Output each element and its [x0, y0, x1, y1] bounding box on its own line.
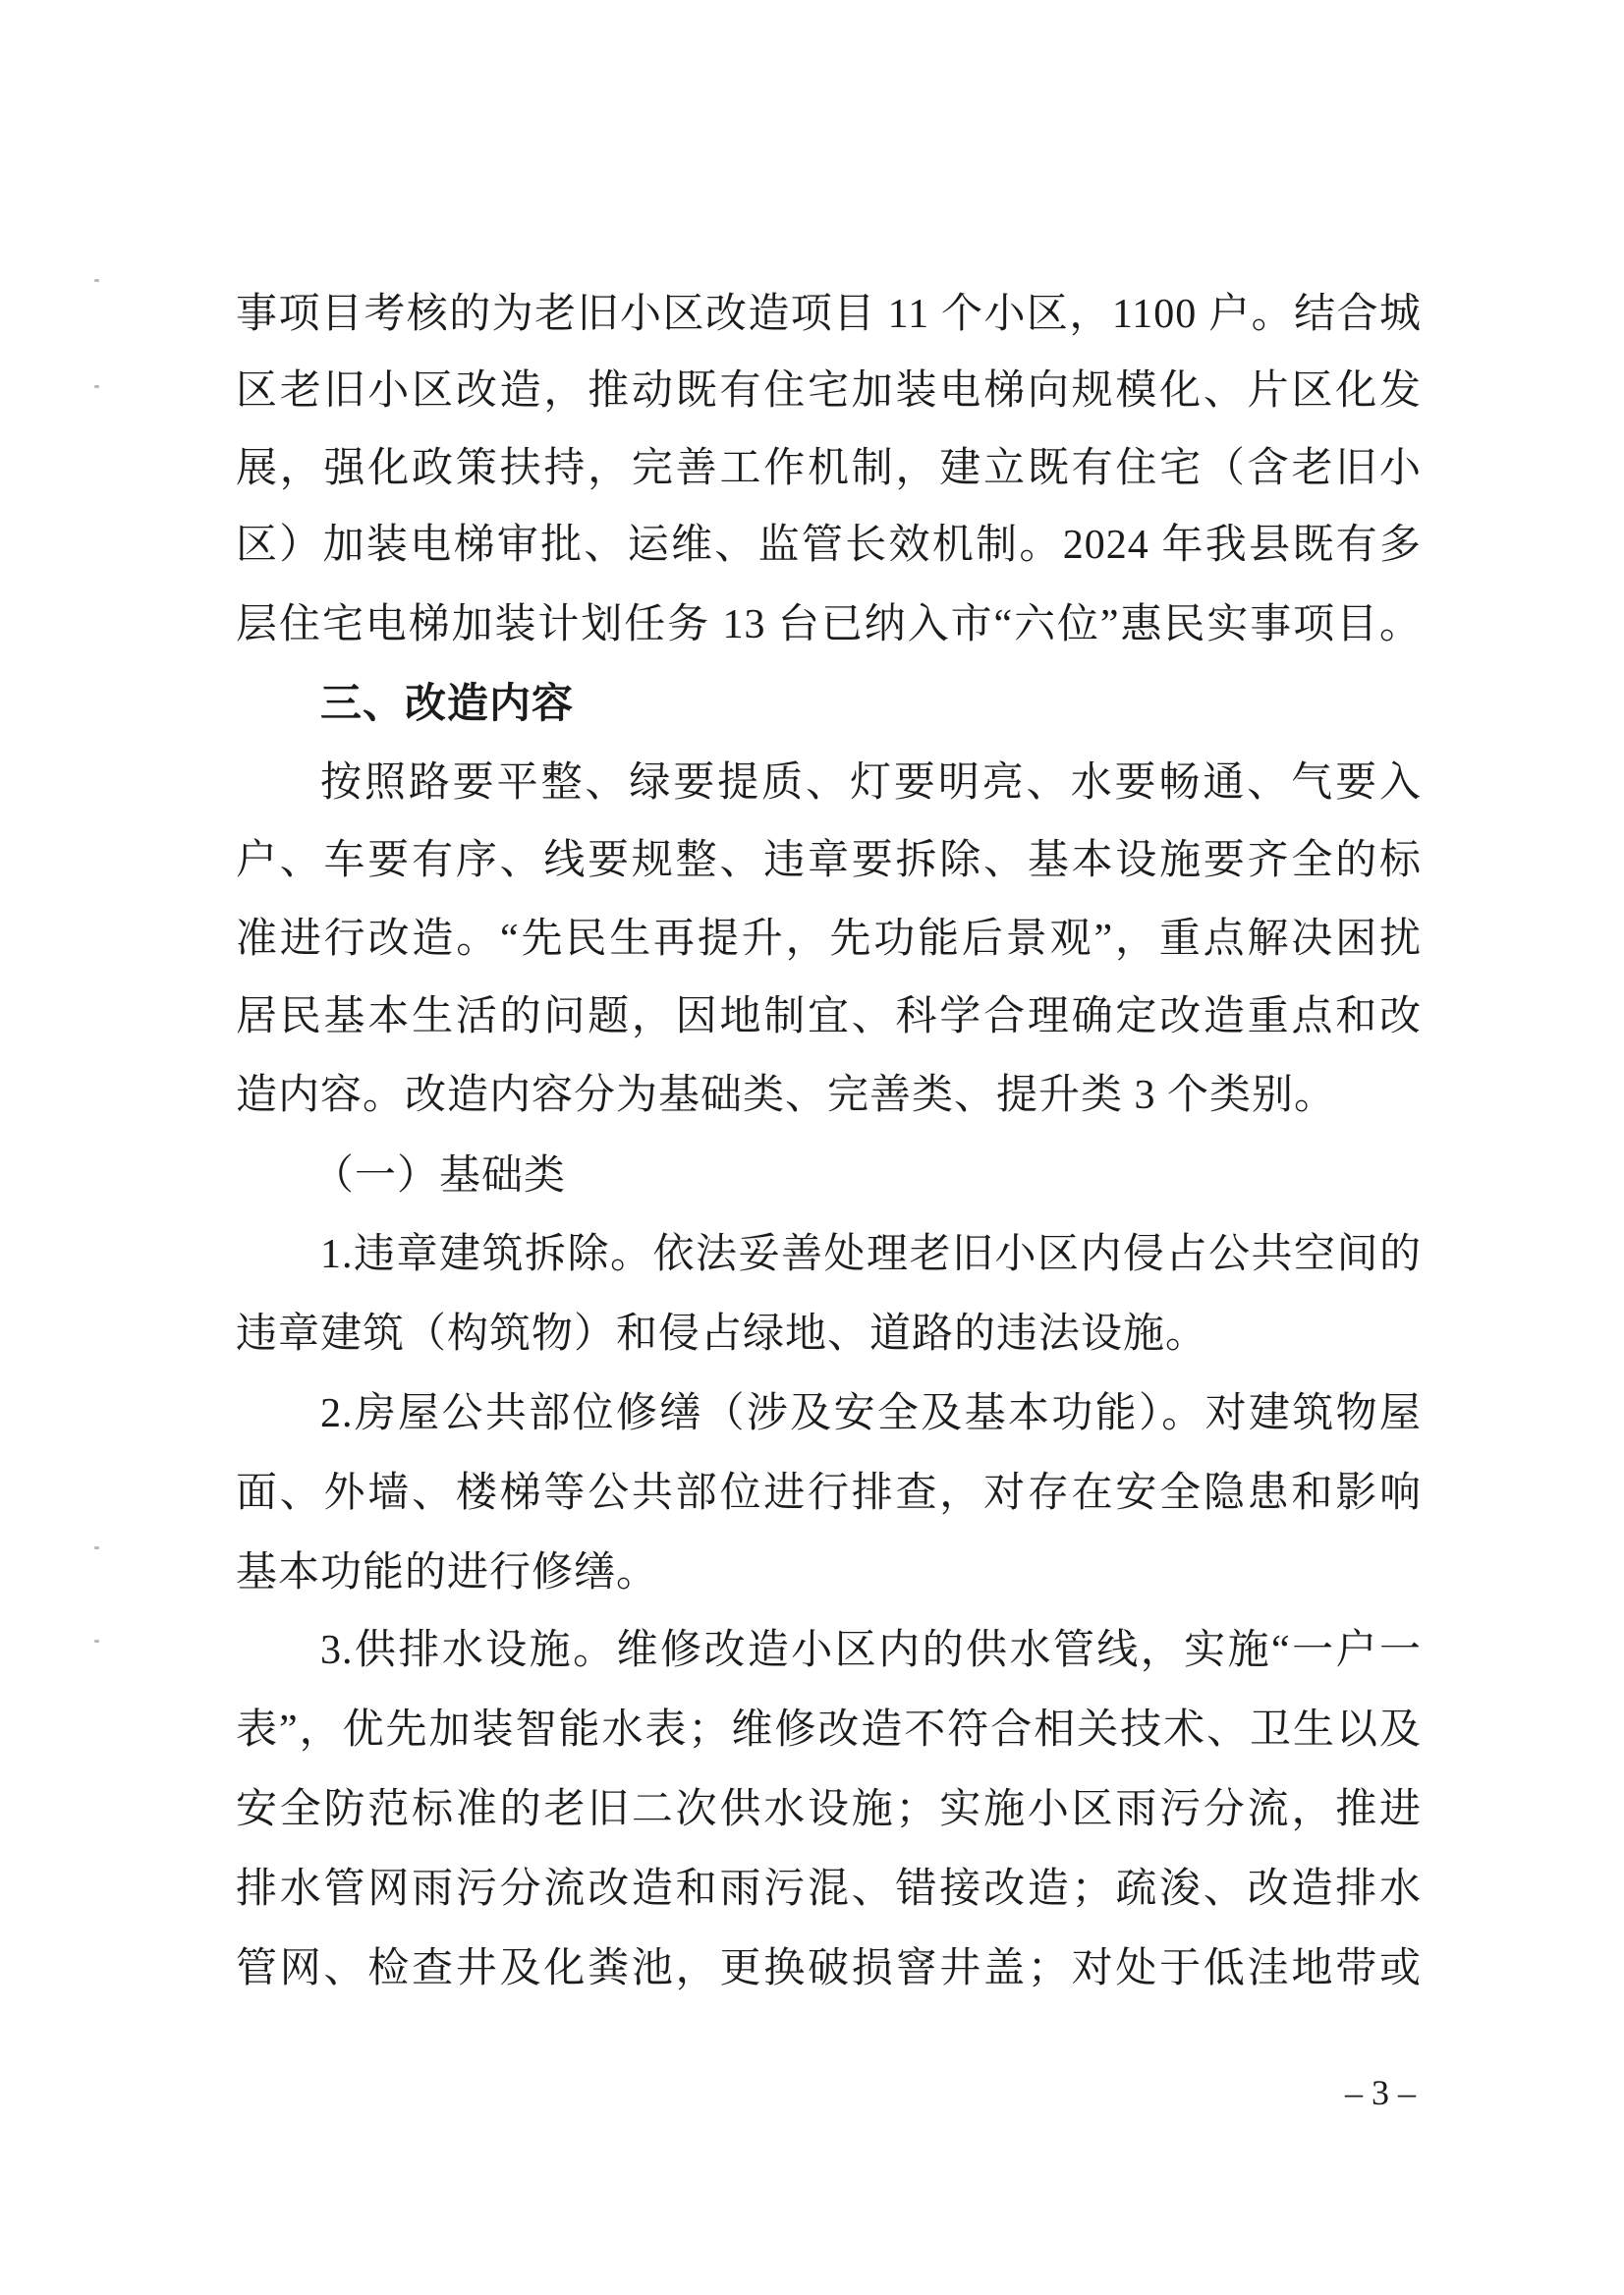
subsection-heading: （一）基础类	[312, 1150, 567, 1199]
list-item-line: 基本功能的进行修缮。	[236, 1550, 659, 1595]
body-line: 准进行改造。“先民生再提升，先功能后景观”，重点解决困扰	[236, 917, 1422, 962]
body-line: 区老旧小区改造，推动既有住宅加装电梯向规模化、片区化发	[236, 368, 1422, 414]
list-item-line: 表”，优先加装智能水表；维修改造不符合相关技术、卫生以及	[236, 1707, 1422, 1753]
list-item-line: 违章建筑（构筑物）和侵占绿地、道路的违法设施。	[236, 1312, 1208, 1357]
body-line: 层住宅电梯加装计划任务 13 台已纳入市“六位”惠民实事项目。	[236, 602, 1422, 647]
scan-mark	[94, 1640, 99, 1643]
list-item-line: 安全防范标准的老旧二次供水设施；实施小区雨污分流，推进	[236, 1787, 1422, 1832]
body-line: 区）加装电梯审批、运维、监管长效机制。2024 年我县既有多	[236, 523, 1422, 568]
list-item-line: 1.违章建筑拆除。依法妥善处理老旧小区内侵占公共空间的	[320, 1232, 1422, 1277]
scan-mark	[94, 385, 99, 388]
list-item-line: 面、外墙、楼梯等公共部位进行排查，对存在安全隐患和影响	[236, 1471, 1422, 1516]
body-line: 事项目考核的为老旧小区改造项目 11 个小区，1100 户。结合城	[236, 292, 1422, 337]
scan-mark	[94, 279, 99, 282]
body-line: 户、车要有序、线要规整、违章要拆除、基本设施要齐全的标	[236, 838, 1422, 883]
body-line: 展，强化政策扶持，完善工作机制，建立既有住宅（含老旧小	[236, 446, 1422, 491]
list-item-line: 管网、检查井及化粪池，更换破损窨井盖；对处于低洼地带或	[236, 1946, 1422, 1991]
list-item-line: 2.房屋公共部位修缮（涉及安全及基本功能）。对建筑物屋	[320, 1391, 1422, 1436]
section-heading: 三、改造内容	[320, 679, 575, 727]
page-number: – 3 –	[1345, 2073, 1416, 2112]
list-item-line: 3.供排水设施。维修改造小区内的供水管线，实施“一户一	[320, 1628, 1422, 1673]
scan-mark	[94, 1546, 99, 1549]
list-item-line: 排水管网雨污分流改造和雨污混、错接改造；疏浚、改造排水	[236, 1867, 1422, 1912]
body-line: 居民基本生活的问题，因地制宜、科学合理确定改造重点和改	[236, 994, 1422, 1039]
body-line: 按照路要平整、绿要提质、灯要明亮、水要畅通、气要入	[320, 760, 1422, 806]
body-line: 造内容。改造内容分为基础类、完善类、提升类 3 个类别。	[236, 1073, 1337, 1118]
